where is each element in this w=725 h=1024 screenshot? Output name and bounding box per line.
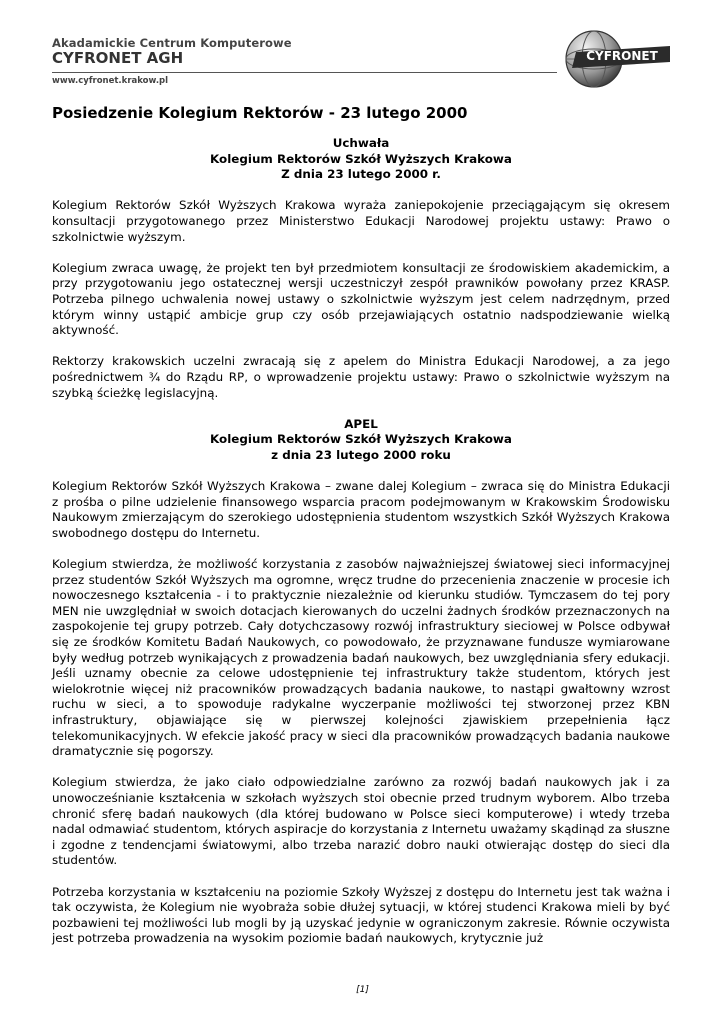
appeal-heading-2: Kolegium Rektorów Szkół Wyższych Krakowa	[210, 432, 512, 447]
appeal-paragraph: Potrzeba korzystania w kształceniu na poziomie Szkoły Wyższej z dostępu do Internetu jest tak ważna i tak oczywista, że Kolegium nie wyobraża sobie dłużej sytuacji, w której studenci Krakowa mieli by być pozbawieni tej możliwości lub mogli by ją uzyskać jedynie w ograniczonym zakresie. Równie oczywista jest potrzeba prowadzenia na wysokim poziomie badań naukowych, krytycznie już	[52, 884, 670, 946]
document-body	[52, 136, 670, 947]
appeal-section	[52, 417, 670, 947]
appeal-paragraph: Kolegium stwierdza, że jako ciało odpowiedzialne zarówno za rozwój badań naukowych jak i za unowocześnianie kształcenia w szkołach wyższych stoi obecnie przed trudnym wyborem. Albo trzeba chronić sferę badań naukowych (dla której budowano w Polsce sieci komputerowe) i wtedy trzeba nadal odmawiać studentom, których aspiracje do korzystania z Internetu uważamy skądinąd za słuszne i zgodne z tendencjami światowymi, albo trzeba narazić dobro nauki otwierając dostęp do sieci dla studentów.	[52, 775, 670, 868]
header-rule	[52, 72, 557, 73]
appeal-paragraph: Kolegium Rektorów Szkół Wyższych Krakowa – zwane dalej Kolegium – zwraca się do Ministra Edukacji z prośba o pilne udzielenie finansowego wsparcia pracom podejmowanym w Krakowskim Środowisku Naukowym zmierzającym do szerokiego udostępnienia studentom wszystkich Szkół Wyższych Krakowa swobodnego dostępu do Internetu.	[52, 479, 670, 540]
appeal-heading-3: z dnia 23 lutego 2000 roku	[271, 447, 451, 462]
cyfronet-logo	[562, 26, 674, 92]
org-line: Akadamickie Centrum Komputerowe	[52, 36, 292, 50]
org-name: CYFRONET AGH	[52, 49, 184, 67]
org-url: www.cyfronet.krakow.pl	[52, 76, 169, 86]
resolution-heading-2: Kolegium Rektorów Szkół Wyższych Krakowa	[210, 151, 512, 166]
appeal-heading-1: APEL	[344, 416, 378, 431]
resolution-paragraph: Kolegium zwraca uwagę, że projekt ten był przedmiotem konsultacji ze środowiskiem akademickim, a przy przygotowaniu jego ostatecznej wersji uczestniczył zespół prawników powołany przez KRASP. Potrzeba pilnego uchwalenia nowej ustawy o szkolnictwie wyższym jest celem nadrzędnym, przed którym winny ustąpić ambicje grup czy osób przejawiających ostatnio nadspodziewanie wielką aktywność.	[52, 260, 670, 338]
resolution-heading-3: Z dnia 23 lutego 2000 r.	[281, 167, 441, 182]
page-number: [1]	[356, 985, 369, 995]
letterhead	[52, 36, 672, 90]
resolution-paragraph: Rektorzy krakowskich uczelni zwracają się z apelem do Ministra Edukacji Narodowej, a za jego pośrednictwem ¾ do Rządu RP, o wprowadzenie projektu ustawy: Prawo o szkolnictwie wyższym na szybką ścieżkę legislacyjną.	[52, 354, 670, 400]
resolution-heading-1: Uchwała	[332, 136, 390, 150]
resolution-section	[52, 136, 670, 417]
appeal-paragraph: Kolegium stwierdza, że możliwość korzystania z zasobów najważniejszej światowej sieci informacyjnej przez studentów Szkół Wyższych ma ogromne, wręcz trudne do przecenienia znaczenie w procesie ich nowoczesnego kształcenia - i to praktycznie niezależnie od kierunku studiów. Tymczasem do tej pory MEN nie uwzględniał w swoich dotacjach kierowanych do uczelni żadnych środków przeznaczonych na zaspokojenie tej grupy potrzeb. Cały dotychczasowy rozwój infrastruktury sieciowej w Polsce odbywał się ze środków Komitetu Badań Naukowych, co powodowało, że przyznawane fundusze wymiarowane były według potrzeb wynikających z prowadzenia badań naukowych, bez uwzględniania sfery edukacji. Jeśli uznamy obecnie za celowe udostępnienie tej infrastruktury także studentom, których jest wielokrotnie więcej niż pracowników prowadzących badania naukowe, to nastąpi gwałtowny wzrost ruchu w sieci, a to spowoduje radykalne wyczerpanie możliwości tej stworzonej przez KBN infrastruktury, objawiające się w pierwszej kolejności zjawiskiem przepełnienia łącz telekomunikacyjnych. W efekcie jakość pracy w sieci dla pracowników prowadzących badania naukowe dramatycznie się pogorszy.	[52, 557, 670, 759]
logo-text: CYFRONET	[586, 49, 658, 63]
page-title: Posiedzenie Kolegium Rektorów - 23 lutego 2000	[52, 104, 468, 122]
resolution-paragraph: Kolegium Rektorów Szkół Wyższych Krakowa wyraża zaniepokojenie przeciągającym się okresem konsultacji przygotowanego przez Ministerstwo Edukacji Narodowej projektu ustawy: Prawo o szkolnictwie wyższym.	[52, 198, 670, 244]
